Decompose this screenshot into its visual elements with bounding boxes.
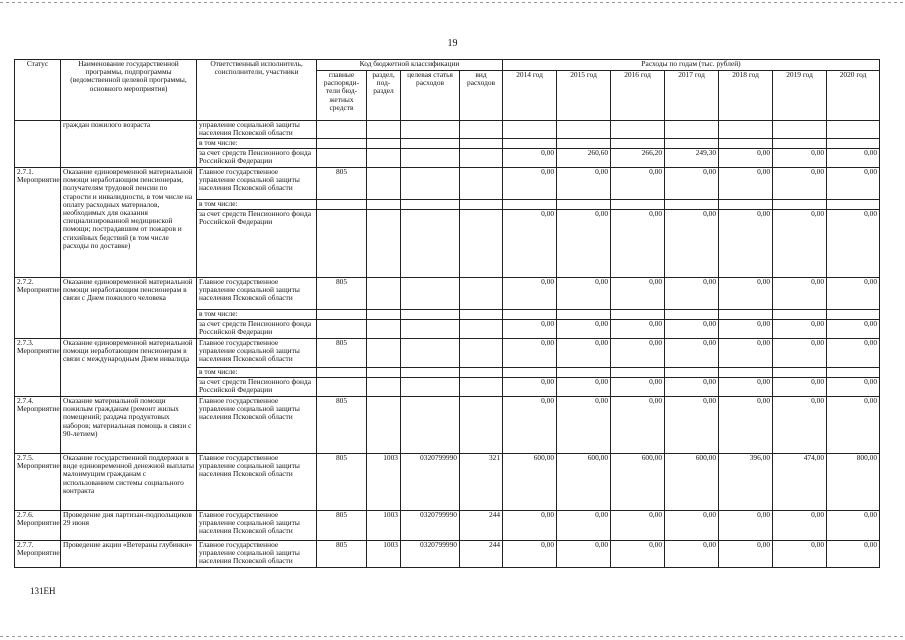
value-cell: 0,00 xyxy=(827,378,880,397)
status-cell: 2.7.7. Мероприятие xyxy=(15,541,61,568)
target-article-cell xyxy=(401,139,460,149)
value-cell: 0,00 xyxy=(611,397,665,454)
value-cell xyxy=(827,368,880,378)
value-cell: 0,00 xyxy=(719,210,773,278)
target-article-cell xyxy=(401,368,460,378)
section-cell: 1003 xyxy=(367,454,401,511)
target-article-cell xyxy=(401,200,460,210)
value-cell: 0,00 xyxy=(611,320,665,339)
value-cell: 0,00 xyxy=(665,168,719,200)
value-cell: 0,00 xyxy=(557,511,611,541)
value-cell: 266,20 xyxy=(611,149,665,168)
value-cell: 0,00 xyxy=(719,378,773,397)
expense-type-cell xyxy=(460,397,503,454)
value-cell xyxy=(503,121,557,139)
executor-cell: Главное государственное управление социальной защиты населения Псковской области xyxy=(197,454,317,511)
target-article-cell xyxy=(401,320,460,339)
expense-type-cell xyxy=(460,339,503,368)
value-cell: 0,00 xyxy=(503,320,557,339)
section-cell xyxy=(367,139,401,149)
value-cell: 0,00 xyxy=(773,320,827,339)
value-cell xyxy=(503,368,557,378)
header-year: 2017 год xyxy=(665,71,719,121)
target-article-cell xyxy=(401,168,460,200)
expense-type-cell: 244 xyxy=(460,541,503,568)
value-cell: 0,00 xyxy=(503,168,557,200)
value-cell: 0,00 xyxy=(503,149,557,168)
value-cell: 0,00 xyxy=(611,210,665,278)
value-cell: 600,00 xyxy=(611,454,665,511)
target-article-cell xyxy=(401,278,460,310)
value-cell: 0,00 xyxy=(773,397,827,454)
value-cell: 0,00 xyxy=(665,378,719,397)
value-cell: 0,00 xyxy=(611,511,665,541)
name-cell: граждан пожилого возраста xyxy=(61,121,197,168)
grbs-cell: 805 xyxy=(317,541,367,568)
target-article-cell: 0320799990 xyxy=(401,541,460,568)
name-cell: Проведение акции «Ветераны глубинки» xyxy=(61,541,197,568)
value-cell xyxy=(557,139,611,149)
value-cell: 0,00 xyxy=(557,168,611,200)
value-cell xyxy=(665,121,719,139)
grbs-cell xyxy=(317,121,367,139)
expense-type-cell xyxy=(460,200,503,210)
value-cell: 0,00 xyxy=(503,541,557,568)
value-cell: 0,00 xyxy=(557,339,611,368)
expense-type-cell: 244 xyxy=(460,511,503,541)
grbs-cell xyxy=(317,320,367,339)
grbs-cell: 805 xyxy=(317,168,367,200)
value-cell: 800,00 xyxy=(827,454,880,511)
table-row xyxy=(15,511,880,541)
name-cell: Оказание единовременной материальной помощи неработающим пенсионерам в связи с Днем пожилого человека xyxy=(61,278,197,339)
grbs-cell: 805 xyxy=(317,397,367,454)
value-cell: 0,00 xyxy=(773,511,827,541)
value-cell xyxy=(503,139,557,149)
header-year: 2018 год xyxy=(719,71,773,121)
value-cell: 0,00 xyxy=(719,339,773,368)
grbs-cell: 805 xyxy=(317,511,367,541)
value-cell: 0,00 xyxy=(719,511,773,541)
target-article-cell: 0320799990 xyxy=(401,454,460,511)
value-cell xyxy=(773,200,827,210)
value-cell: 0,00 xyxy=(503,511,557,541)
expense-type-cell xyxy=(460,149,503,168)
value-cell: 0,00 xyxy=(665,320,719,339)
name-cell: Оказание государственной поддержки в виде единовременной денежной выплаты малоимущим гражданам с использованием системы социального контракта xyxy=(61,454,197,511)
grbs-cell: 805 xyxy=(317,278,367,310)
value-cell: 0,00 xyxy=(665,397,719,454)
value-cell: 0,00 xyxy=(503,210,557,278)
value-cell: 0,00 xyxy=(557,397,611,454)
value-cell xyxy=(827,200,880,210)
header-section: раздел, под-раздел xyxy=(367,71,401,121)
table-row xyxy=(15,121,880,139)
header-year: 2015 год xyxy=(557,71,611,121)
target-article-cell xyxy=(401,149,460,168)
executor-cell: в том числе: xyxy=(197,200,317,210)
page-number: 19 xyxy=(447,38,458,49)
header-year: 2019 год xyxy=(773,71,827,121)
value-cell xyxy=(557,200,611,210)
value-cell: 0,00 xyxy=(719,168,773,200)
section-cell xyxy=(367,168,401,200)
section-cell xyxy=(367,210,401,278)
executor-cell: Главное государственное управление социальной защиты населения Псковской области xyxy=(197,397,317,454)
target-article-cell: 0320799990 xyxy=(401,511,460,541)
value-cell: 0,00 xyxy=(665,511,719,541)
status-cell: 2.7.5. Мероприятие xyxy=(15,454,61,511)
value-cell xyxy=(665,368,719,378)
target-article-cell xyxy=(401,121,460,139)
status-cell: 2.7.1. Мероприятие xyxy=(15,168,61,278)
value-cell: 600,00 xyxy=(557,454,611,511)
value-cell: 0,00 xyxy=(503,278,557,310)
expense-type-cell xyxy=(460,368,503,378)
value-cell xyxy=(773,310,827,320)
expense-type-cell xyxy=(460,121,503,139)
target-article-cell xyxy=(401,378,460,397)
executor-cell: Главное государственное управление социальной защиты населения Псковской области xyxy=(197,511,317,541)
value-cell: 0,00 xyxy=(773,541,827,568)
value-cell: 600,00 xyxy=(665,454,719,511)
value-cell xyxy=(503,200,557,210)
value-cell xyxy=(665,200,719,210)
value-cell: 0,00 xyxy=(827,320,880,339)
section-cell xyxy=(367,310,401,320)
value-cell: 0,00 xyxy=(827,339,880,368)
status-cell: 2.7.2. Мероприятие xyxy=(15,278,61,339)
section-cell xyxy=(367,368,401,378)
value-cell: 0,00 xyxy=(557,541,611,568)
grbs-cell: 805 xyxy=(317,339,367,368)
section-cell: 1003 xyxy=(367,541,401,568)
value-cell xyxy=(557,368,611,378)
value-cell: 0,00 xyxy=(827,210,880,278)
grbs-cell xyxy=(317,378,367,397)
section-cell xyxy=(367,320,401,339)
scan-edge-bottom xyxy=(0,636,905,637)
value-cell xyxy=(719,200,773,210)
status-cell: 2.7.6. Мероприятие xyxy=(15,511,61,541)
executor-cell: Главное государственное управление социальной защиты населения Псковской области xyxy=(197,339,317,368)
value-cell: 600,00 xyxy=(503,454,557,511)
value-cell xyxy=(827,310,880,320)
value-cell xyxy=(611,368,665,378)
expense-type-cell xyxy=(460,278,503,310)
section-cell xyxy=(367,378,401,397)
grbs-cell xyxy=(317,368,367,378)
value-cell: 0,00 xyxy=(773,168,827,200)
executor-cell: управление социальной защиты населения Псковской области xyxy=(197,121,317,139)
value-cell: 0,00 xyxy=(665,541,719,568)
value-cell: 0,00 xyxy=(719,541,773,568)
table-row xyxy=(15,397,880,454)
value-cell: 0,00 xyxy=(773,210,827,278)
value-cell xyxy=(773,121,827,139)
value-cell: 0,00 xyxy=(773,378,827,397)
value-cell: 0,00 xyxy=(827,278,880,310)
value-cell: 0,00 xyxy=(611,339,665,368)
value-cell xyxy=(773,368,827,378)
section-cell: 1003 xyxy=(367,511,401,541)
value-cell: 0,00 xyxy=(773,339,827,368)
target-article-cell xyxy=(401,310,460,320)
value-cell xyxy=(611,310,665,320)
section-cell xyxy=(367,149,401,168)
table-row xyxy=(15,339,880,368)
value-cell xyxy=(719,368,773,378)
value-cell: 0,00 xyxy=(827,511,880,541)
table-row xyxy=(15,541,880,568)
value-cell: 0,00 xyxy=(557,210,611,278)
grbs-cell xyxy=(317,139,367,149)
section-cell xyxy=(367,397,401,454)
value-cell: 0,00 xyxy=(719,320,773,339)
value-cell: 0,00 xyxy=(611,541,665,568)
header-expense-type: вид расходов xyxy=(460,71,503,121)
table-row xyxy=(15,168,880,200)
header-year: 2014 год xyxy=(503,71,557,121)
executor-cell: за счет средств Пенсионного фонда Российской Федерации xyxy=(197,378,317,397)
status-cell: 2.7.3. Мероприятие xyxy=(15,339,61,397)
header-target-article: целевая статья расходов xyxy=(401,71,460,121)
section-cell xyxy=(367,121,401,139)
value-cell: 0,00 xyxy=(827,149,880,168)
value-cell: 260,60 xyxy=(557,149,611,168)
value-cell xyxy=(611,139,665,149)
header-status: Статус xyxy=(15,60,61,121)
grbs-cell xyxy=(317,200,367,210)
table-row xyxy=(15,454,880,511)
status-cell xyxy=(15,121,61,168)
value-cell xyxy=(503,310,557,320)
value-cell xyxy=(719,139,773,149)
grbs-cell xyxy=(317,310,367,320)
section-cell xyxy=(367,200,401,210)
section-cell xyxy=(367,339,401,368)
section-cell xyxy=(367,278,401,310)
executor-cell: за счет средств Пенсионного фонда Российской Федерации xyxy=(197,149,317,168)
value-cell: 0,00 xyxy=(827,541,880,568)
grbs-cell: 805 xyxy=(317,454,367,511)
table-body xyxy=(15,121,880,568)
executor-cell: в том числе: xyxy=(197,310,317,320)
expense-type-cell xyxy=(460,378,503,397)
executor-cell: Главное государственное управление социальной защиты населения Псковской области xyxy=(197,541,317,568)
target-article-cell xyxy=(401,397,460,454)
target-article-cell xyxy=(401,210,460,278)
executor-cell: в том числе: xyxy=(197,368,317,378)
value-cell: 0,00 xyxy=(719,397,773,454)
expense-type-cell: 321 xyxy=(460,454,503,511)
value-cell xyxy=(557,310,611,320)
value-cell: 0,00 xyxy=(557,320,611,339)
value-cell: 0,00 xyxy=(773,149,827,168)
name-cell: Оказание единовременной материальной помощи неработающим пенсионерам в связи с международным Днем инвалида xyxy=(61,339,197,397)
value-cell: 0,00 xyxy=(665,339,719,368)
value-cell: 249,30 xyxy=(665,149,719,168)
value-cell: 0,00 xyxy=(665,210,719,278)
executor-cell: Главное государственное управление социальной защиты населения Псковской области xyxy=(197,168,317,200)
footer-code: 131ЕН xyxy=(30,586,56,596)
name-cell: Оказание материальной помощи пожилым гражданам (ремонт жилых помещений; раздача продуктовых наборов; материальная помощь в связи с 90-летием) xyxy=(61,397,197,454)
value-cell: 0,00 xyxy=(611,168,665,200)
value-cell: 0,00 xyxy=(827,397,880,454)
executor-cell: за счет средств Пенсионного фонда Российской Федерации xyxy=(197,320,317,339)
value-cell: 0,00 xyxy=(557,378,611,397)
value-cell: 0,00 xyxy=(719,149,773,168)
value-cell: 0,00 xyxy=(503,378,557,397)
executor-cell: Главное государственное управление социальной защиты населения Псковской области xyxy=(197,278,317,310)
header-expenses: Расходы по годам (тыс. рублей) xyxy=(503,60,880,71)
value-cell: 474,00 xyxy=(773,454,827,511)
executor-cell: в том числе: xyxy=(197,139,317,149)
expense-type-cell xyxy=(460,139,503,149)
header-grbs: главные распоряди-тели бюд-жетных средств xyxy=(317,71,367,121)
value-cell: 0,00 xyxy=(503,339,557,368)
status-cell: 2.7.4. Мероприятие xyxy=(15,397,61,454)
value-cell: 0,00 xyxy=(611,278,665,310)
value-cell: 0,00 xyxy=(773,278,827,310)
value-cell: 0,00 xyxy=(611,378,665,397)
executor-cell: за счет средств Пенсионного фонда Российской Федерации xyxy=(197,210,317,278)
value-cell xyxy=(665,139,719,149)
name-cell: Оказание единовременной материальной помощи неработающим пенсионерам, получателям трудовой пенсии по старости и инвалидности, в том числе на оплату расходных материалов, необходимых для оказания специализированной медицинской помощи; пострадавшим от пожаров и стихийных бедствий (в том числе расходы по доставке) xyxy=(61,168,197,278)
value-cell: 0,00 xyxy=(503,397,557,454)
header-budget-code: Код бюджетной классификации xyxy=(317,60,503,71)
expense-type-cell xyxy=(460,168,503,200)
value-cell xyxy=(827,121,880,139)
value-cell xyxy=(827,139,880,149)
value-cell xyxy=(611,121,665,139)
grbs-cell xyxy=(317,149,367,168)
header-year: 2016 год xyxy=(611,71,665,121)
expense-type-cell xyxy=(460,210,503,278)
header-executor: Ответственный исполнитель, соисполнители, участники xyxy=(197,60,317,121)
target-article-cell xyxy=(401,339,460,368)
name-cell: Проведение дня партизан-подпольщиков 29 июня xyxy=(61,511,197,541)
value-cell: 0,00 xyxy=(665,278,719,310)
value-cell: 0,00 xyxy=(719,278,773,310)
value-cell xyxy=(719,310,773,320)
header-name: Наименование государственной программы, подпрограммы (ведомственной целевой программы, основного мероприятия) xyxy=(61,60,197,121)
budget-table xyxy=(14,59,880,568)
expense-type-cell xyxy=(460,320,503,339)
value-cell xyxy=(719,121,773,139)
expense-type-cell xyxy=(460,310,503,320)
header-year: 2020 год xyxy=(827,71,880,121)
grbs-cell xyxy=(317,210,367,278)
table-row xyxy=(15,278,880,310)
value-cell xyxy=(611,200,665,210)
value-cell xyxy=(665,310,719,320)
scan-edge-top xyxy=(0,2,905,3)
value-cell xyxy=(773,139,827,149)
value-cell: 396,00 xyxy=(719,454,773,511)
value-cell: 0,00 xyxy=(827,168,880,200)
value-cell: 0,00 xyxy=(557,278,611,310)
value-cell xyxy=(557,121,611,139)
